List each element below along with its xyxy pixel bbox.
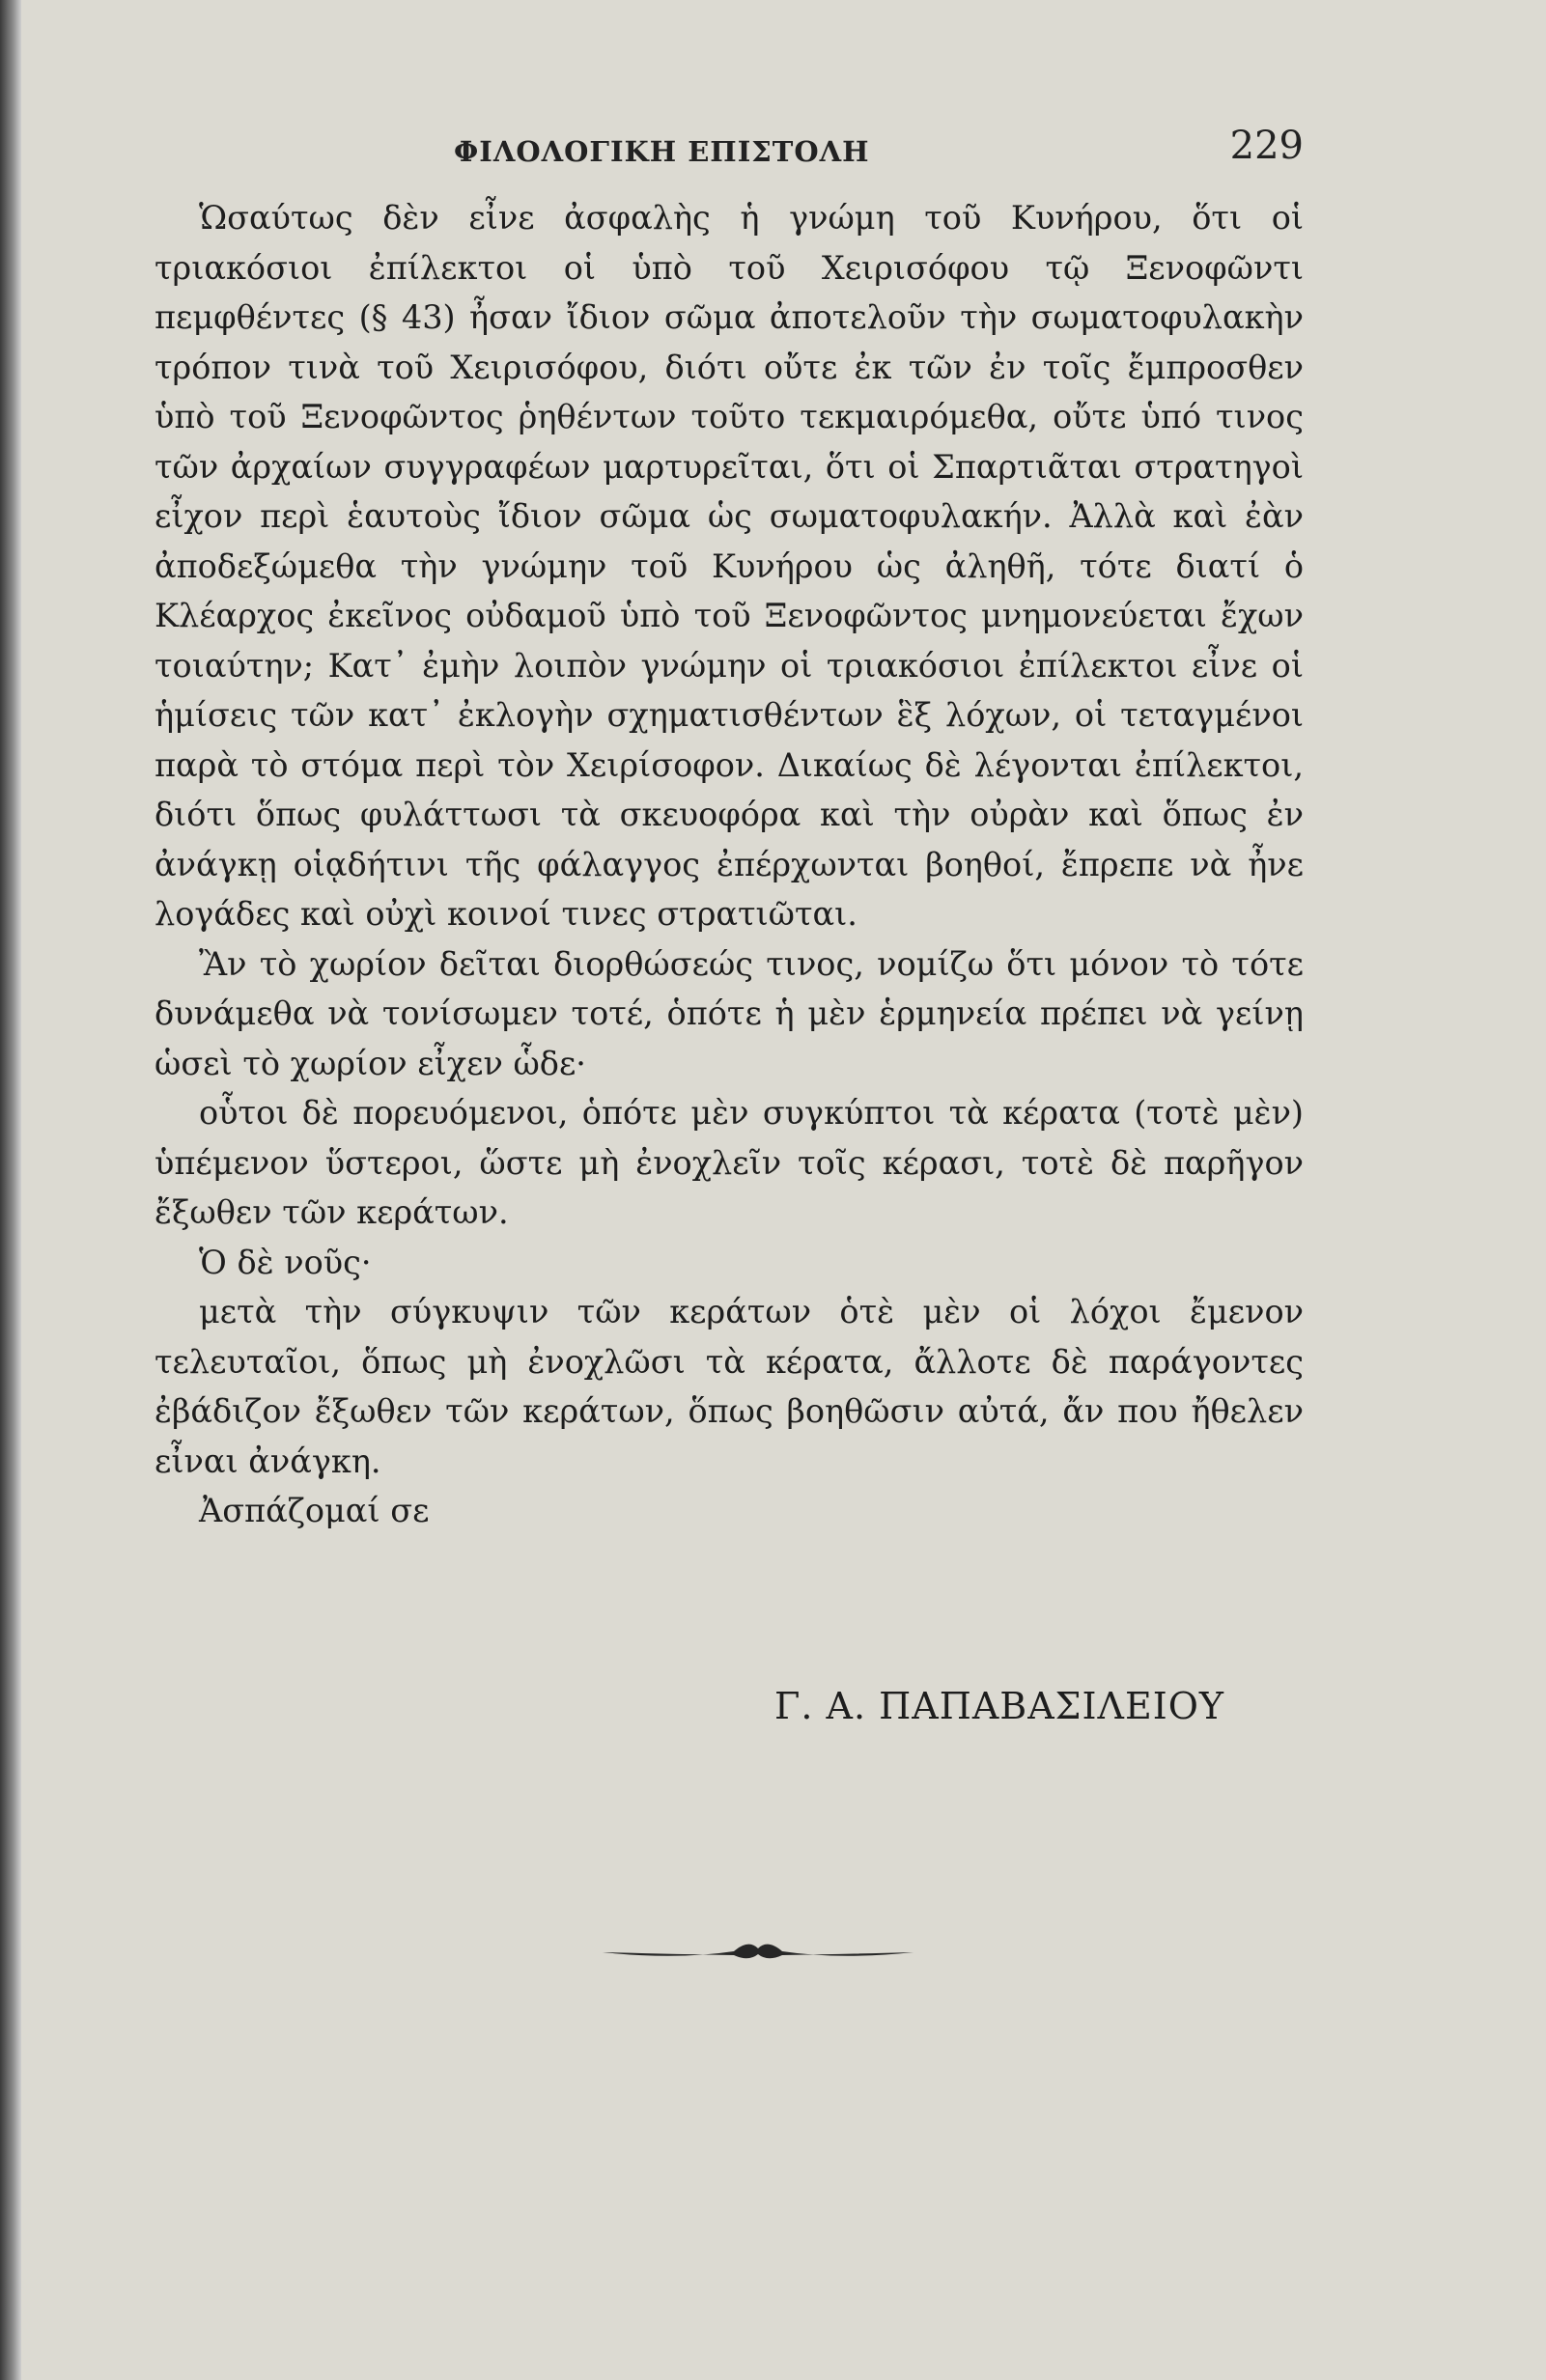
page-number: 229 bbox=[1229, 124, 1304, 168]
paragraph-2: Ἂν τὸ χωρίον δεῖται διορθώσεώς τινος, νομίζω ὅτι μόνον τὸ τότε δυνάμεθα νὰ τονίσωμεν τοτέ, ὁπότε ἡ μὲν ἑρμηνεία πρέπει νὰ γείνῃ ὡσεὶ τὸ χωρίον εἶχεν ὧδε· bbox=[155, 944, 1304, 1082]
paragraph-meaning-heading: Ὁ δὲ νοῦς· bbox=[199, 1243, 372, 1281]
quoted-passage: οὗτοι δὲ πορευόμενοι, ὁπότε μὲν συγκύπτοι τὰ κέρατα (τοτὲ μὲν) ὑπέμενον ὕστεροι, ὥστε μὴ ἐνοχλεῖν τοῖς κέρασι, τοτὲ δὲ παρῆγον ἔξωθεν τῶν κεράτων. bbox=[155, 1094, 1304, 1231]
letter-body bbox=[155, 193, 1304, 1536]
running-head bbox=[155, 116, 1304, 183]
end-ornament bbox=[599, 1931, 917, 1970]
book-page bbox=[21, 0, 1546, 2380]
paragraph-1: Ὡσαύτως δὲν εἶνε ἀσφαλὴς ἡ γνώμη τοῦ Κυνήρου, ὅτι οἱ τριακόσιοι ἐπίλεκτοι οἱ ὑπὸ τοῦ Χειρισόφου τῷ Ξενοφῶντι πεμφθέντες (§ 43) ἦσαν ἴδιον σῶμα ἀποτελοῦν τὴν σωματοφυλακὴν τρόπον τινὰ τοῦ Χειρισόφου, διότι οὔτε ἐκ τῶν ἐν τοῖς ἔμπροσθεν ὑπὸ τοῦ Ξενοφῶντος ῥηθέντων τοῦτο τεκμαιρόμεθα, οὔτε ὑπό τινος τῶν ἀρχαίων συγγραφέων μαρτυρεῖται, ὅτι οἱ Σπαρτιᾶται στρατηγοὶ εἶχον περὶ ἑαυτοὺς ἴδιον σῶμα ὡς σωματοφυλακήν. Ἀλλὰ καὶ ἐὰν ἀποδεξώμεθα τὴν γνώμην τοῦ Κυνήρου ὡς ἀληθῆ, τότε διατί ὁ Κλέαρχος ἐκεῖνος οὐδαμοῦ ὑπὸ τοῦ Ξενοφῶντος μνημονεύεται ἔχων τοιαύτην; Κατ᾽ ἐμὴν λοιπὸν γνώμην οἱ τριακόσιοι ἐπίλεκτοι εἶνε οἱ ἡμίσεις τῶν κατ᾽ ἐκλογὴν σχηματισθέντων ἓξ λόχων, οἱ τεταγμένοι παρὰ τὸ στόμα περὶ τὸν Χειρίσοφον. Δικαίως δὲ λέγονται ἐπίλεκτοι, διότι ὅπως φυλάττωσι τὰ σκευοφόρα καὶ τὴν οὐρὰν καὶ ὅπως ἐν ἀνάγκῃ οἱᾳδήτινι τῆς φάλαγγος ἐπέρχωνται βοηθοί, ἔπρεπε νὰ ἦνε λογάδες καὶ οὐχὶ κοινοί τινες στρατιῶται. bbox=[155, 199, 1304, 933]
closing-salutation: Ἀσπάζομαί σε bbox=[199, 1492, 430, 1529]
running-head-title: ΦΙΛΟΛΟΓΙΚΗ ΕΠΙΣΤΟΛΗ bbox=[454, 135, 870, 168]
paragraph-interpretation: μετὰ τὴν σύγκυψιν τῶν κεράτων ὁτὲ μὲν οἱ λόχοι ἔμενον τελευταῖοι, ὅπως μὴ ἐνοχλῶσι τὰ κέρατα, ἄλλοτε δὲ παράγοντες ἐβάδιζον ἔξωθεν τῶν κεράτων, ὅπως βοηθῶσιν αὐτά, ἄν που ἤθελεν εἶναι ἀνάγκη. bbox=[155, 1293, 1304, 1480]
author-signature: Γ. Α. ΠΑΠΑΒΑΣΙΛΕΙΟΥ bbox=[774, 1685, 1224, 1727]
scan-edge-shadow bbox=[0, 0, 21, 2380]
